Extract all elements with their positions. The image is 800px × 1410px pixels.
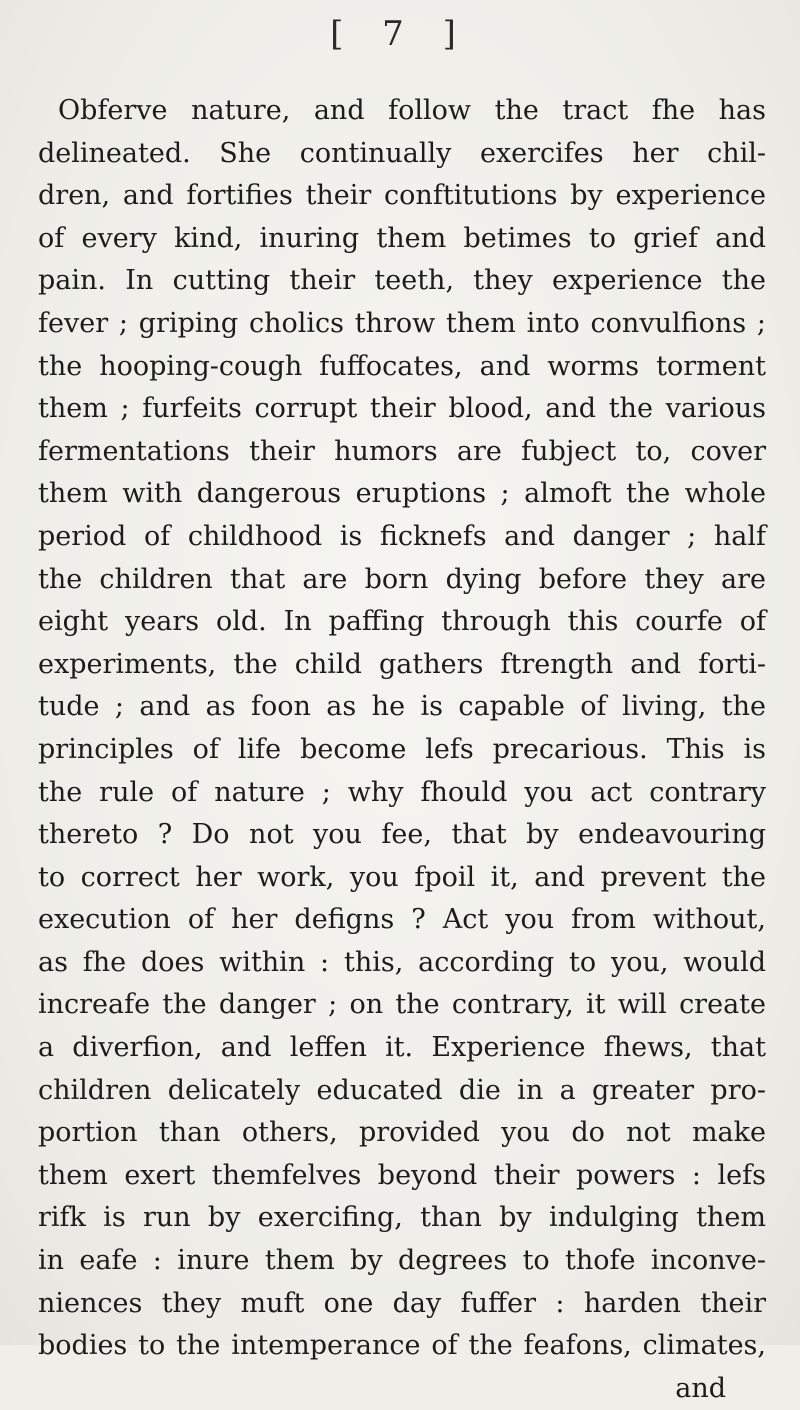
text-line: the hooping-cough fuffocates, and worms torment xyxy=(38,350,766,382)
text-line: fever ; griping cholics throw them into convulfions ; xyxy=(38,307,766,339)
text-line: execution of her defigns ? Act you from without, xyxy=(38,904,766,936)
text-line: tude ; and as foon as he is capable of living, the xyxy=(38,691,766,723)
text-line: to correct her work, you fpoil it, and prevent the xyxy=(38,861,766,893)
text-line: principles of life become lefs precarious. This is xyxy=(38,733,766,765)
page-number: [ 7 ] xyxy=(330,14,470,54)
text-line: dren, and fortifies their conftitutions by experience xyxy=(38,180,766,212)
text-line: eight years old. In paffing through this courfe of xyxy=(38,606,766,638)
text-line: period of childhood is ficknefs and danger ; half xyxy=(38,520,766,552)
text-line: pain. In cutting their teeth, they experience the xyxy=(38,265,766,297)
text-line: the children that are born dying before they are xyxy=(38,563,766,595)
text-line: the rule of nature ; why fhould you act contrary xyxy=(38,776,766,808)
text-line: Obferve nature, and follow the tract fhe has xyxy=(58,95,766,126)
text-line: increafe the danger ; on the contrary, it will create xyxy=(38,989,766,1021)
text-line: them exert themfelves beyond their powers : lefs xyxy=(38,1159,766,1191)
text-line: them ; furfeits corrupt their blood, and the various xyxy=(38,393,766,425)
text-line: portion than others, provided you do not make xyxy=(38,1117,766,1149)
text-line: delineated. She continually exercifes her chil- xyxy=(38,137,766,169)
text-line: as fhe does within : this, according to you, would xyxy=(38,946,766,978)
body-text xyxy=(38,90,766,1410)
text-line: bodies to the intemperance of the feafons, climates, xyxy=(38,1330,766,1362)
text-line: a diverfion, and leffen it. Experience fhews, that xyxy=(38,1032,766,1064)
text-line: fermentations their humors are fubject to, cover xyxy=(38,435,766,467)
text-line: children delicately educated die in a greater pro- xyxy=(38,1074,766,1106)
text-line: niences they muft one day fuffer : harden their xyxy=(38,1287,766,1319)
text-line: rifk is run by exercifing, than by indulging them xyxy=(38,1202,766,1234)
text-line: of every kind, inuring them betimes to grief and xyxy=(38,222,766,254)
text-line: them with dangerous eruptions ; almoft the whole xyxy=(38,478,766,510)
text-line: in eafe : inure them by degrees to thofe inconve- xyxy=(38,1245,766,1277)
catchword: and xyxy=(675,1372,726,1404)
text-line: thereto ? Do not you fee, that by endeavouring xyxy=(38,819,766,851)
text-line: experiments, the child gathers ftrength and forti- xyxy=(38,648,766,680)
